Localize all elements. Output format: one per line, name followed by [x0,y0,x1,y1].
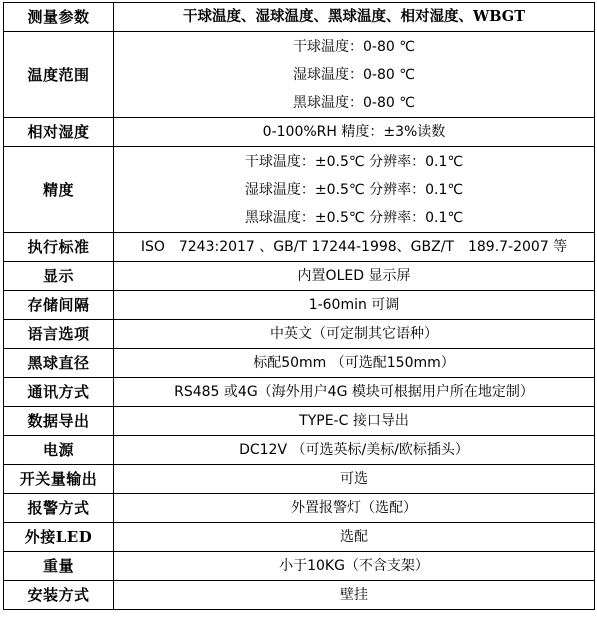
table-row [4,349,595,378]
row-label: 通讯方式 [4,378,114,407]
table-row [4,465,595,494]
row-label: 安装方式 [4,581,114,610]
table-row [4,233,595,262]
row-label: 测量参数 [4,3,114,32]
row-value: TYPE-C 接口导出 [114,407,595,436]
value-line: 湿球温度：±0.5℃ 分辨率：0.1℃ [244,181,464,198]
row-value [114,32,595,118]
row-value: 1-60min 可调 [114,291,595,320]
row-label: 报警方式 [4,494,114,523]
value-line: 干球温度：0-80 ℃ [293,38,415,55]
value-line: 湿球温度：0-80 ℃ [293,66,415,83]
table-row [4,3,595,32]
row-label: 语言选项 [4,320,114,349]
row-label: 相对湿度 [4,118,114,147]
row-value: ISO 7243:2017 、GB/T 17244-1998、GBZ/T 189.7-2007 等 [114,233,595,262]
row-value: 内置OLED 显示屏 [114,262,595,291]
row-label: 精度 [4,147,114,233]
row-label: 外接LED [4,523,114,552]
table-row [4,523,595,552]
row-value: 壁挂 [114,581,595,610]
row-label: 执行标准 [4,233,114,262]
table-row [4,32,595,118]
row-label: 开关量输出 [4,465,114,494]
table-row [4,118,595,147]
table-row [4,494,595,523]
row-label: 显示 [4,262,114,291]
table-row [4,291,595,320]
table-row [4,436,595,465]
row-value: 干球温度、湿球温度、黑球温度、相对湿度、WBGT [114,3,595,32]
row-value: RS485 或4G（海外用户4G 模块可根据用户所在地定制） [114,378,595,407]
table-row [4,262,595,291]
row-value: 外置报警灯（选配） [114,494,595,523]
table-row [4,378,595,407]
row-value: 标配50mm （可选配150mm） [114,349,595,378]
table-row [4,581,595,610]
value-line: 黑球温度：±0.5℃ 分辨率：0.1℃ [244,209,464,226]
row-label: 温度范围 [4,32,114,118]
value-line: 黑球温度：0-80 ℃ [293,94,415,111]
row-value: 可选 [114,465,595,494]
spec-table [3,2,595,610]
row-value: 中英文（可定制其它语种） [114,320,595,349]
row-label: 电源 [4,436,114,465]
row-value: 选配 [114,523,595,552]
row-value: 小于10KG（不含支架） [114,552,595,581]
table-row [4,147,595,233]
value-line: 干球温度：±0.5℃ 分辨率：0.1℃ [244,153,464,170]
row-value [114,147,595,233]
table-row [4,552,595,581]
row-label: 存储间隔 [4,291,114,320]
row-label: 重量 [4,552,114,581]
row-value: DC12V （可选英标/美标/欧标插头） [114,436,595,465]
row-label: 数据导出 [4,407,114,436]
table-row [4,320,595,349]
row-value: 0-100%RH 精度：±3%读数 [114,118,595,147]
row-label: 黑球直径 [4,349,114,378]
table-row [4,407,595,436]
